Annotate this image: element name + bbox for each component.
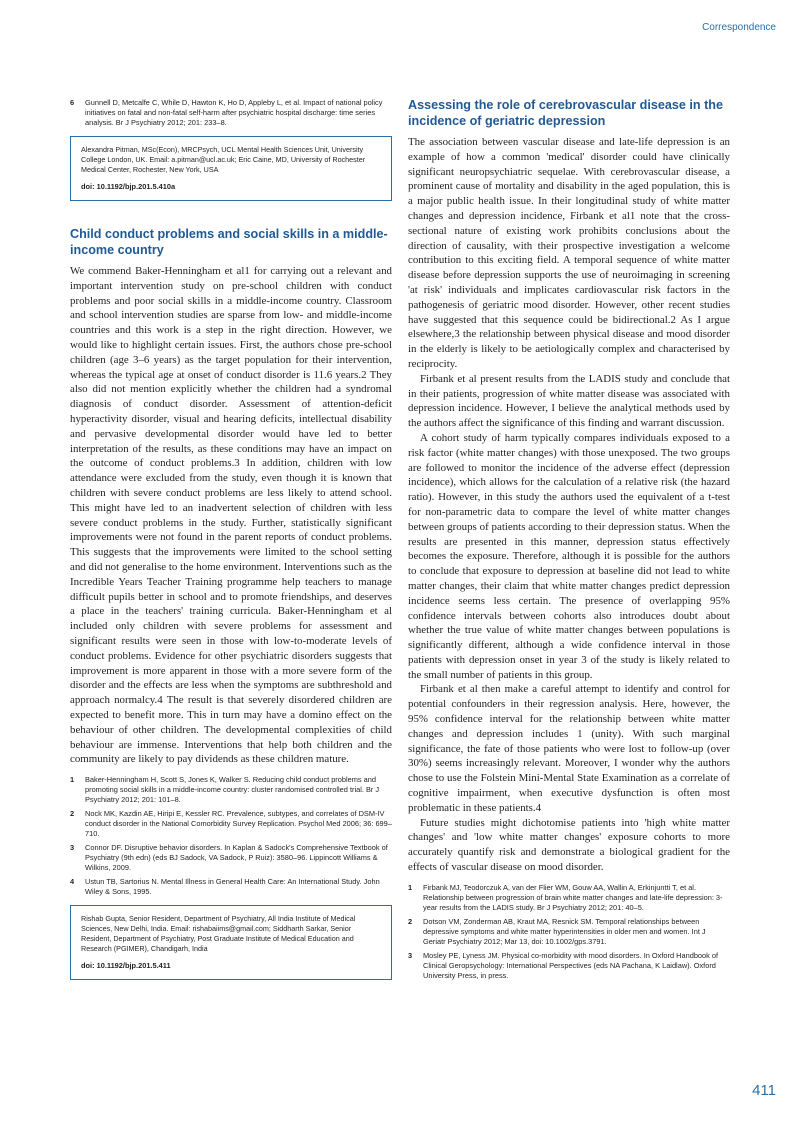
article-body bbox=[408, 135, 730, 875]
reference-text: Dotson VM, Zonderman AB, Kraut MA, Resnick SM. Temporal relationships between depressive symptoms and white matter hyperintensities in older men and women. Int J Geriatr Psychiatry 2012; Mar 13, doi: 10.1002/gps.3791. bbox=[423, 916, 706, 946]
article-heading: Child conduct problems and social skills in a middle-income country bbox=[70, 227, 388, 257]
reference-item bbox=[70, 843, 392, 873]
reference-number: 4 bbox=[70, 877, 75, 887]
reference-number: 3 bbox=[70, 843, 75, 853]
reference-item bbox=[70, 877, 392, 897]
author-box bbox=[70, 136, 392, 201]
reference-number: 2 bbox=[70, 809, 75, 819]
article-heading: Assessing the role of cerebrovascular disease in the incidence of geriatric depression bbox=[408, 98, 723, 128]
article-body bbox=[70, 264, 392, 767]
author-info: Rishab Gupta, Senior Resident, Department of Psychiatry, All India Institute of Medical Sciences, New Delhi, India. Email: rishabaiims@gmail.com; Siddharth Sarkar, Senior Resident, Department of Psychiatry, Post Graduate Institute of Medical Education and Research (PGIMER), Chandigarh, India bbox=[81, 914, 356, 954]
reference-text: Ustun TB, Sartorius N. Mental Illness in General Health Care: An International Study. John Wiley & Sons, 1995. bbox=[85, 877, 380, 897]
reference-number: 1 bbox=[408, 882, 413, 892]
reference-item bbox=[70, 98, 392, 128]
doi: doi: 10.1192/bjp.201.5.411 bbox=[81, 961, 171, 971]
reference-text: Firbank MJ, Teodorczuk A, van der Flier WM, Gouw AA, Wallin A, Erkinjuntti T, et al. Relationship between progression of brain white matter changes and late-life depression: 3-year results from the LADIS study. Br J Psychiatry 2012; 201: 40–5. bbox=[423, 882, 723, 912]
reference-list bbox=[408, 883, 730, 981]
reference-number: 3 bbox=[408, 950, 413, 960]
page-number: 411 bbox=[752, 1082, 776, 1099]
reference-item bbox=[408, 917, 730, 947]
paragraph: Firbank et al present results from the LADIS study and conclude that in their patients, progression of white matter disease was associated with depression incidence. However, I believe the analytical methods used by the authors affect the significance of this finding and warrant discussion. bbox=[408, 372, 730, 430]
reference-text: Gunnell D, Metcalfe C, While D, Hawton K, Ho D, Appleby L, et al. Impact of national policy initiatives on fatal and non-fatal self-harm after psychiatric hospital discharge: time series analysis. Br J Psychiatry 2012; 201: 233–8. bbox=[85, 98, 383, 127]
paragraph: We commend Baker-Henningham et al1 for carrying out a relevant and important intervention study on pre-school children with conduct problems and poor social skills in a middle-income country. Classroom and school intervention studies are sparse from low- and middle-income countries and this work is a step in the right direction. However, we would like to highlight certain issues. First, the authors chose pre-school children (age 3–6 years) as the target population for their intervention, whereas the typical age at onset of conduct disorder is 11.6 years.2 They also did not mention explicitly whether the children had a syndromal diagnosis of conduct disorder. Assessment of attention-deficit hyperactivity disorder, visual and hearing deficits, intellectual disability and pervasive developmental disorder would have led to better interpretation of the results, as these conditions may have an impact on the outcome of conduct problems.3 In addition, children with low attendance were excluded from the study, even though it is known that children with severe conduct problems are less likely to attend school. This might have led to an inadvertent selection of children with less severe conduct problems in the study. Further, statistically significant improvements were not found in the parent reports of conduct problems. This suggests that the improvements were limited to the school setting and did not generalise to the home environment. Interventions such as the Incredible Years Teacher Training programme help teachers to manage difficult pupils better in school and to promote friendships, and deserves a place in the teachers' training curricula. Baker-Henningham et al included only children with severe problems for assessment and significant results were seen in those with low-to-moderate levels of conduct problems. Evidence for other psychiatric disorders suggests that improvement is more apparent in those with a more severe form of the disorder and the effects are less when the symptoms are subthreshold and approach normalcy.4 The result is that severely disordered children are expected to benefit more. This in turn may have a domino effect on the behaviour of other children. The developmental complexities of child behaviour are immense. Interventions that help both children and the community are likely to pay dividends as these children mature. bbox=[70, 265, 392, 766]
right-column bbox=[408, 98, 730, 985]
left-column bbox=[70, 98, 392, 980]
reference-item bbox=[70, 775, 392, 805]
paragraph: Firbank et al then make a careful attempt to identify and control for potential confounders in their regression analysis. Here, however, the 95% confidence interval for the relationship between white matter changes and depression includes 1 (unity). With such marginal significance, the fate of those patients who were lost to follow-up (over 30%) seems increasingly relevant. Moreover, I wonder why the authors chose to use the Folstein Mini-Mental State Examination as a correlate of cognitive impairment, when executive dysfunction is often most problematic in these patients.4 bbox=[408, 683, 730, 814]
reference-item bbox=[70, 809, 392, 839]
doi: doi: 10.1192/bjp.201.5.410a bbox=[81, 182, 176, 191]
author-box bbox=[70, 905, 392, 980]
reference-text: Baker-Henningham H, Scott S, Jones K, Walker S. Reducing child conduct problems and promoting social skills in a middle-income country: cluster randomised controlled trial. Br J Psychiatry 2012; 201: 101–8. bbox=[85, 775, 380, 805]
reference-text: Mosley PE, Lyness JM. Physical co-morbidity with mood disorders. In Oxford Handbook of Clinical Geropsychology: International Perspectives (eds NA Pachana, K Laidlaw). Oxford University Press, in press. bbox=[423, 950, 719, 980]
reference-item bbox=[408, 883, 730, 913]
reference-number: 1 bbox=[70, 775, 75, 785]
section-label: Correspondence bbox=[702, 22, 776, 33]
paragraph: The association between vascular disease and late-life depression is an example of how a common 'medical' disorder could have clinically significant neuropsychiatric sequelae. With cerebrovascular disease, a prominent cause of mortality and disability in the aged population, this is a major public health issue. In their longitudinal study of white matter changes and depression incidence, Firbank et al1 note that the cross-sectional nature of existing work prohibits conclusions about the direction of causality, with their prospective investigation a welcome contribution to this exciting field. A temporal sequence of white matter disease before depression supports the use of neuroimaging in screening 'at risk' individuals and implicates cardiovascular risk factors in the pathogenesis of geriatric mood disorder. However, other recent studies have suggested that this sequence could be bidirectional.2 As I argue elsewhere,3 the relationship between physical disease and mood disorder in the elderly is likely to be aetiologically complex and characterised by reciprocity. bbox=[408, 136, 730, 370]
reference-text: Nock MK, Kazdin AE, Hiripi E, Kessler RC. Prevalence, subtypes, and correlates of DSM-IV conduct disorder in the National Comorbidity Survey Replication. Psychol Med 2006; 36: 699–710. bbox=[85, 809, 392, 839]
paragraph: Future studies might dichotomise patients into 'high white matter changes' and 'low white matter changes' exposure cohorts to more accurately quantify risk and demonstrate a biological gradient for the effects of vascular disease on mood disorder. bbox=[408, 816, 730, 874]
reference-number: 6 bbox=[70, 98, 75, 107]
paragraph: A cohort study of harm typically compares individuals exposed to a risk factor (white matter changes) with those unexposed. The two groups are followed to monitor the incidence of the adverse effect (depression incidence), which allows for the calculation of a relative risk (the hazard ratio). However, in this study the authors used the equivalent of a t-test for non-parametric data to compare the level of white matter changes between groups of patients according to their depression status. When the results are presented in this manner, depression status effectively becomes the exposure. Therefore, although it is possible for the authors to conclude that exposure to depression at baseline did not lead to white matter changes, their claim that white matter changes predict depression incidence seems less certain. The presence of overlapping 95% confidence intervals between cohorts also introduces doubt about whether the true value of white matter changes between populations is significantly different, although a wide confidence interval in those patients with depression onset in year 3 of the study is likely related to the small number of patients in this group. bbox=[408, 431, 730, 681]
reference-list bbox=[70, 775, 392, 897]
reference-number: 2 bbox=[408, 916, 413, 926]
reference-item bbox=[408, 951, 730, 981]
author-info: Alexandra Pitman, MSc(Econ), MRCPsych, UCL Mental Health Sciences Unit, University College London, UK. Email: a.pitman@ucl.ac.uk; Eric Caine, MD, University of Rochester Medical Center, Rochester, New York, USA bbox=[81, 145, 366, 174]
reference-text: Connor DF. Disruptive behavior disorders. In Kaplan & Sadock's Comprehensive Textbook of Psychiatry (9th edn) (eds BJ Sadock, VA Sadock, P Ruiz): 3580–96. Lippincott Williams & Wilkins, 2009. bbox=[85, 843, 388, 873]
